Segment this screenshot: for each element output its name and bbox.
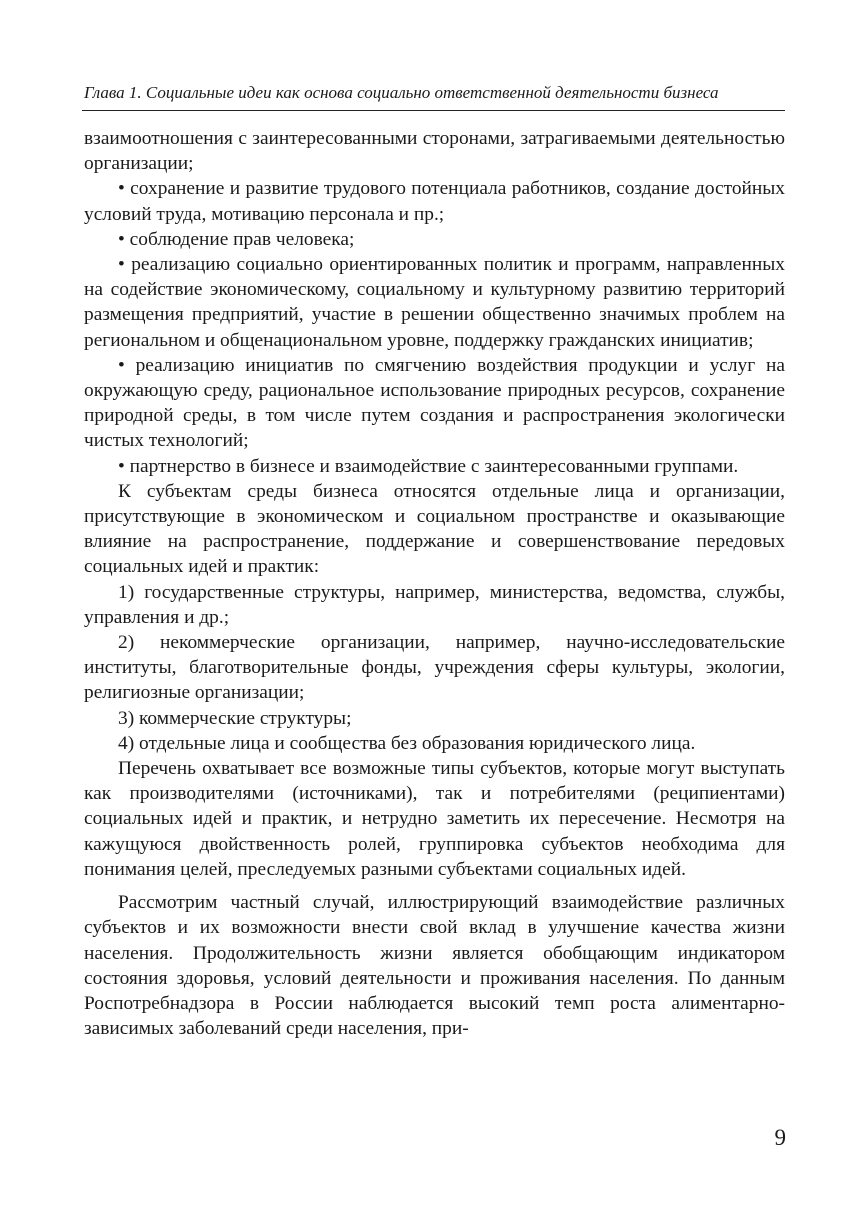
numbered-item: 1) государственные структуры, например, министерства, ведомства, службы, управления и др.; bbox=[84, 581, 785, 628]
body-text bbox=[84, 126, 785, 1041]
numbered-item: 4) отдельные лица и сообщества без образования юридического лица. bbox=[118, 732, 696, 754]
bullet-item: • партнерство в бизнесе и взаимодействие с заинтересованными группами. bbox=[118, 455, 739, 477]
running-header: Глава 1. Социальные идеи как основа социально ответственной деятельности бизнеса bbox=[84, 83, 719, 102]
paragraph: Рассмотрим частный случай, иллюстрирующий взаимодействие различных субъектов и их возможности внести свой вклад в улучшение качества жизни населения. Продолжительность жизни является обобщающим индикатором состояния здоровья, условий деятельности и проживания населения. По данным Роспотребнадзора в России наблюдается высокий темп роста алиментарно-зависимых заболеваний среди населения, при- bbox=[84, 892, 785, 1040]
paragraph: К субъектам среды бизнеса относятся отдельные лица и организации, присутствующие в экономическом и социальном пространстве и оказывающие влияние на распространение, поддержание и совершенствование передовых социальных идей и практик: bbox=[84, 480, 785, 578]
bullet-item: • соблюдение прав человека; bbox=[118, 228, 355, 250]
numbered-item: 2) некоммерческие организации, например, научно-исследовательские институты, благотворительные фонды, учреждения сферы культуры, экологии, религиозные организации; bbox=[84, 632, 785, 704]
numbered-item: 3) коммерческие структуры; bbox=[118, 707, 352, 729]
page-number: 9 bbox=[774, 1125, 786, 1150]
paragraph: Перечень охватывает все возможные типы субъектов, которые могут выступать как производителями (источниками), так и потребителями (реципиентами) социальных идей и практик, и нетрудно заметить их пересечение. Несмотря на кажущуюся двойственность ролей, группировка субъектов необходима для понимания целей, преследуемых разными субъектами социальных идей. bbox=[84, 758, 785, 880]
paragraph-continuation: взаимоотношения с заинтересованными сторонами, затрагиваемыми деятельностью организации; bbox=[84, 128, 785, 175]
bullet-item: • реализацию социально ориентированных политик и программ, направленных на содействие экономическому, социальному и культурному развитию территорий размещения предприятий, участие в решении общественно значимых проблем на региональном и общенациональном уровне, поддержку гражданских инициатив; bbox=[84, 254, 785, 351]
bullet-item: • реализацию инициатив по смягчению воздействия продукции и услуг на окружающую среду, рациональное использование природных ресурсов, сохранение природной среды, в том числе путем создания и распространения экологически чистых технологий; bbox=[84, 354, 785, 452]
header-rule bbox=[82, 110, 785, 111]
bullet-item: • сохранение и развитие трудового потенциала работников, создание достойных условий труда, мотивацию персонала и пр.; bbox=[84, 178, 785, 225]
